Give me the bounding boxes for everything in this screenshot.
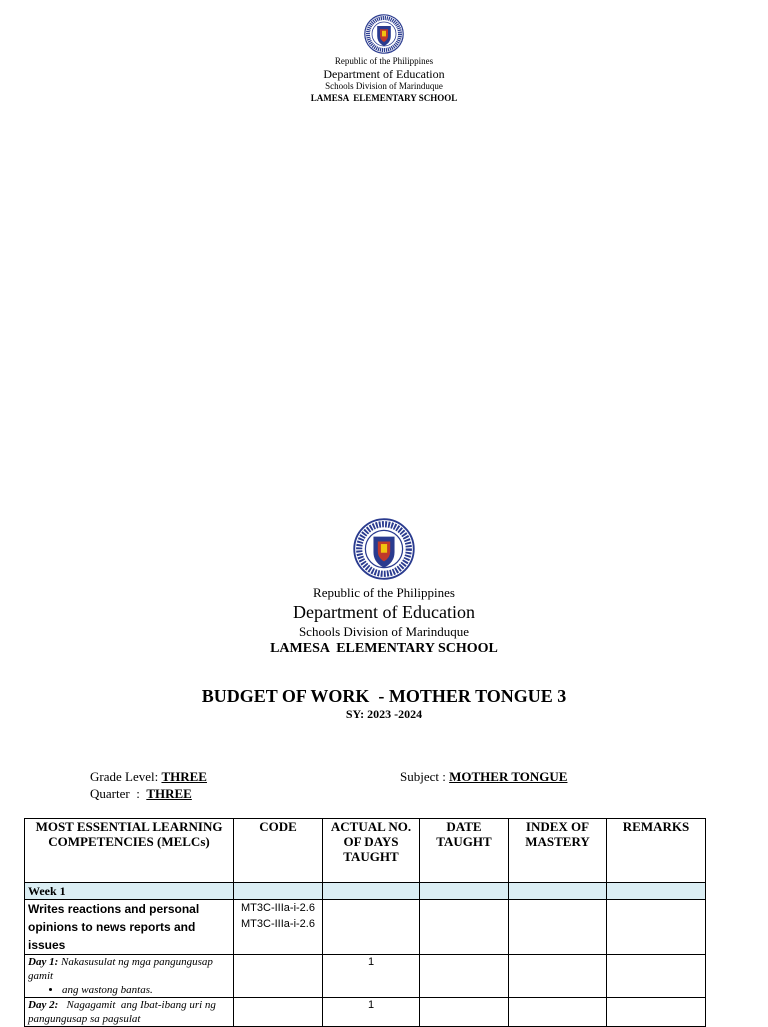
document-title: BUDGET OF WORK - MOTHER TONGUE 3 <box>201 686 567 706</box>
grade-level-value: THREE <box>161 769 207 784</box>
quarter-value: THREE <box>146 786 192 801</box>
header-date-taught: DATE TAUGHT <box>420 819 509 883</box>
division-text: Schools Division of Marinduque <box>325 81 443 91</box>
day2-cell <box>25 998 234 1027</box>
day2-text: Nagagamit ang Ibat-ibang uri ng pangungusap sa pagsulat <box>28 999 219 1025</box>
division-text: Schools Division of Marinduque <box>298 624 470 639</box>
subject-line <box>400 768 567 785</box>
top-letterhead <box>0 14 768 104</box>
header-days-taught: ACTUAL NO. OF DAYS TAUGHT <box>323 819 420 883</box>
day1-bullet: • ang wastong bantas. <box>62 983 230 997</box>
school-name: LAMESA ELEMENTARY SCHOOL <box>310 93 458 103</box>
day2-label: Day 2: <box>28 999 61 1011</box>
republic-text: Republic of the Philippines <box>334 56 434 66</box>
table-row <box>25 900 706 955</box>
grade-level-line <box>90 768 207 785</box>
header-code: CODE <box>234 819 323 883</box>
day1-days: 1 <box>323 955 420 998</box>
table-row <box>25 955 706 998</box>
grade-level-label: Grade Level: <box>90 769 162 784</box>
day1-cell <box>25 955 234 998</box>
subject-value: MOTHER TONGUE <box>449 769 568 784</box>
department-text: Department of Education <box>293 602 475 622</box>
subject-label: Subject : <box>400 769 450 784</box>
document-title-block <box>0 685 768 721</box>
republic-text: Republic of the Philippines <box>313 585 455 600</box>
competency-cell: Writes reactions and personal opinions to news reports and issues <box>25 900 234 955</box>
deped-seal-icon <box>364 14 404 54</box>
day1-text: Nakasusulat ng mga pangungusap gamit <box>28 956 213 982</box>
school-year: SY: 2023 -2024 <box>345 707 423 721</box>
budget-of-work-table <box>24 818 706 1027</box>
week-row <box>25 883 706 900</box>
table-header-row <box>25 819 706 883</box>
day2-days: 1 <box>323 998 420 1027</box>
table-row <box>25 998 706 1027</box>
page-letterhead <box>0 518 768 658</box>
deped-seal-icon <box>353 518 415 580</box>
day1-label: Day 1: <box>28 956 61 968</box>
header-melcs: MOST ESSENTIAL LEARNING COMPETENCIES (MELCs) <box>25 819 234 883</box>
code-cell: MT3C-IIIa-i-2.6 MT3C-IIIa-i-2.6 <box>234 900 323 955</box>
header-index-of-mastery: INDEX OF MASTERY <box>509 819 607 883</box>
school-name: LAMESA ELEMENTARY SCHOOL <box>270 641 498 656</box>
quarter-line <box>90 785 192 802</box>
week-label: Week 1 <box>25 883 234 900</box>
quarter-label: Quarter : <box>90 786 147 801</box>
department-text: Department of Education <box>323 67 445 81</box>
header-remarks: REMARKS <box>607 819 706 883</box>
